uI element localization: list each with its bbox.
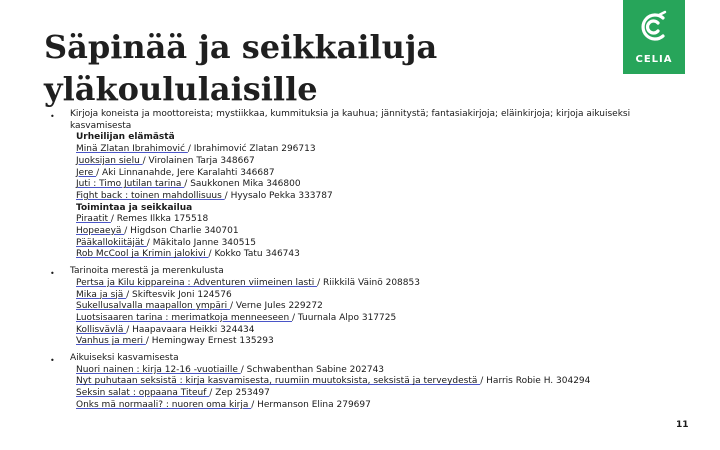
book-title-link[interactable]: Vanhus ja meri bbox=[76, 336, 146, 347]
title-line-2: yläkoululaisille bbox=[44, 70, 318, 108]
book-item bbox=[0, 325, 720, 337]
book-author-id: / Riikkilä Väinö 208853 bbox=[317, 277, 420, 288]
book-author-id: / Schwabenthan Sabine 202743 bbox=[240, 364, 385, 375]
book-title-link[interactable]: Jere bbox=[76, 167, 97, 178]
book-item bbox=[0, 400, 720, 412]
bullet-icon: • bbox=[50, 356, 55, 366]
section-3 bbox=[0, 353, 720, 412]
book-item bbox=[0, 179, 720, 191]
section-heading: Tarinoita merestä ja merenkulusta bbox=[70, 266, 224, 277]
celia-logo-icon bbox=[637, 10, 671, 44]
bullet-icon: • bbox=[50, 269, 55, 279]
section-heading: Kirjoja koneista ja moottoreista; mystiikkaa, kummituksia ja kauhua; jännitystä; fantasiakirjoja; eläinkirjoja; kirjoja aikuiseksi bbox=[70, 109, 631, 119]
book-title-link[interactable]: Sukellusalvalla maapallon ympäri bbox=[76, 301, 230, 312]
celia-logo-text: CELIA bbox=[635, 54, 673, 65]
book-title-link[interactable]: Fight back : toinen mahdollisuus bbox=[76, 190, 225, 201]
book-title-link[interactable]: Mika ja sjä bbox=[76, 289, 127, 300]
book-author-id: / Remes Ilkka 175518 bbox=[110, 214, 209, 225]
book-author-id: / Saukkonen Mika 346800 bbox=[184, 179, 301, 190]
book-title-link[interactable]: Juoksijan sielu bbox=[76, 155, 143, 166]
book-item bbox=[0, 388, 720, 400]
book-author-id: / Skiftesvik Joni 124576 bbox=[126, 289, 232, 300]
book-author-id: / Tuurnala Alpo 317725 bbox=[292, 312, 397, 323]
book-item bbox=[0, 168, 720, 180]
title-line-1: Säpinää ja seikkailuja bbox=[44, 28, 438, 66]
book-title-link[interactable]: Kollisvävlä bbox=[76, 324, 127, 335]
bullet-icon: • bbox=[50, 112, 55, 121]
book-title-link[interactable]: Onks mä normaali? : nuoren oma kirja bbox=[76, 399, 252, 410]
category-heading: Toimintaa ja seikkailua bbox=[76, 202, 193, 213]
book-author-id: / Kokko Tatu 346743 bbox=[208, 249, 300, 260]
book-item bbox=[0, 365, 720, 377]
book-title-link[interactable]: Pääkallokiitäjät bbox=[76, 237, 147, 248]
book-author-id: / Aki Linnanahde, Jere Karalahti 346687 bbox=[96, 167, 275, 178]
book-author-id: / Hemingway Ernest 135293 bbox=[145, 336, 274, 347]
book-title-link[interactable]: Seksin salat : oppaana Titeuf bbox=[76, 388, 210, 399]
book-item bbox=[0, 238, 720, 250]
book-item bbox=[0, 144, 720, 156]
book-item bbox=[0, 336, 720, 348]
book-item bbox=[0, 278, 720, 290]
book-title-link[interactable]: Hopeaeyä bbox=[76, 226, 125, 237]
book-item bbox=[0, 156, 720, 168]
book-item bbox=[0, 301, 720, 313]
book-item bbox=[0, 313, 720, 325]
slide-title bbox=[44, 26, 604, 110]
book-item bbox=[0, 290, 720, 302]
book-author-id: / Verne Jules 229272 bbox=[229, 301, 323, 312]
book-item bbox=[0, 249, 720, 261]
book-item bbox=[0, 214, 720, 226]
section-2 bbox=[0, 266, 720, 348]
book-title-link[interactable]: Rob McCool ja Krimin jalokivi bbox=[76, 249, 209, 260]
book-author-id: / Zep 253497 bbox=[209, 388, 270, 399]
book-author-id: / Harris Robie H. 304294 bbox=[480, 376, 591, 387]
section-heading: Aikuiseksi kasvamisesta bbox=[70, 353, 179, 364]
book-author-id: / Higdson Charlie 340701 bbox=[124, 226, 239, 237]
book-author-id: / Ibrahimović Zlatan 296713 bbox=[187, 144, 316, 155]
book-author-id: / Hyysalo Pekka 333787 bbox=[224, 190, 333, 201]
book-title-link[interactable]: Luotsisaaren tarina : merimatkoja menneeseen bbox=[76, 312, 293, 323]
book-title-link[interactable]: Nuori nainen : kirja 12-16 -vuotiaille bbox=[76, 364, 241, 375]
book-item bbox=[0, 191, 720, 203]
section-heading: kasvamisesta bbox=[70, 120, 132, 131]
category-heading: Urheilijan elämästä bbox=[76, 132, 175, 143]
book-author-id: / Hermanson Elina 279697 bbox=[251, 399, 371, 410]
book-title-link[interactable]: Nyt puhutaan seksistä : kirja kasvamisesta, ruumiin muutoksista, seksistä ja terveydestä bbox=[76, 376, 481, 387]
book-author-id: / Virolainen Tarja 348667 bbox=[142, 155, 255, 166]
book-title-link[interactable]: Minä Zlatan Ibrahimović bbox=[76, 144, 188, 155]
book-item bbox=[0, 226, 720, 238]
page-number: 11 bbox=[676, 420, 689, 430]
book-author-id: / Haapavaara Heikki 324434 bbox=[126, 324, 255, 335]
book-item bbox=[0, 376, 720, 388]
celia-logo bbox=[623, 0, 685, 74]
book-title-link[interactable]: Juti : Timo Jutilan tarina bbox=[76, 179, 185, 190]
book-author-id: / Mäkitalo Janne 340515 bbox=[146, 237, 256, 248]
section-1 bbox=[0, 109, 720, 261]
book-title-link[interactable]: Pertsa ja Kilu kippareina : Adventuren viimeinen lasti bbox=[76, 277, 318, 288]
book-title-link[interactable]: Piraatit bbox=[76, 214, 111, 225]
book-list bbox=[0, 109, 720, 412]
